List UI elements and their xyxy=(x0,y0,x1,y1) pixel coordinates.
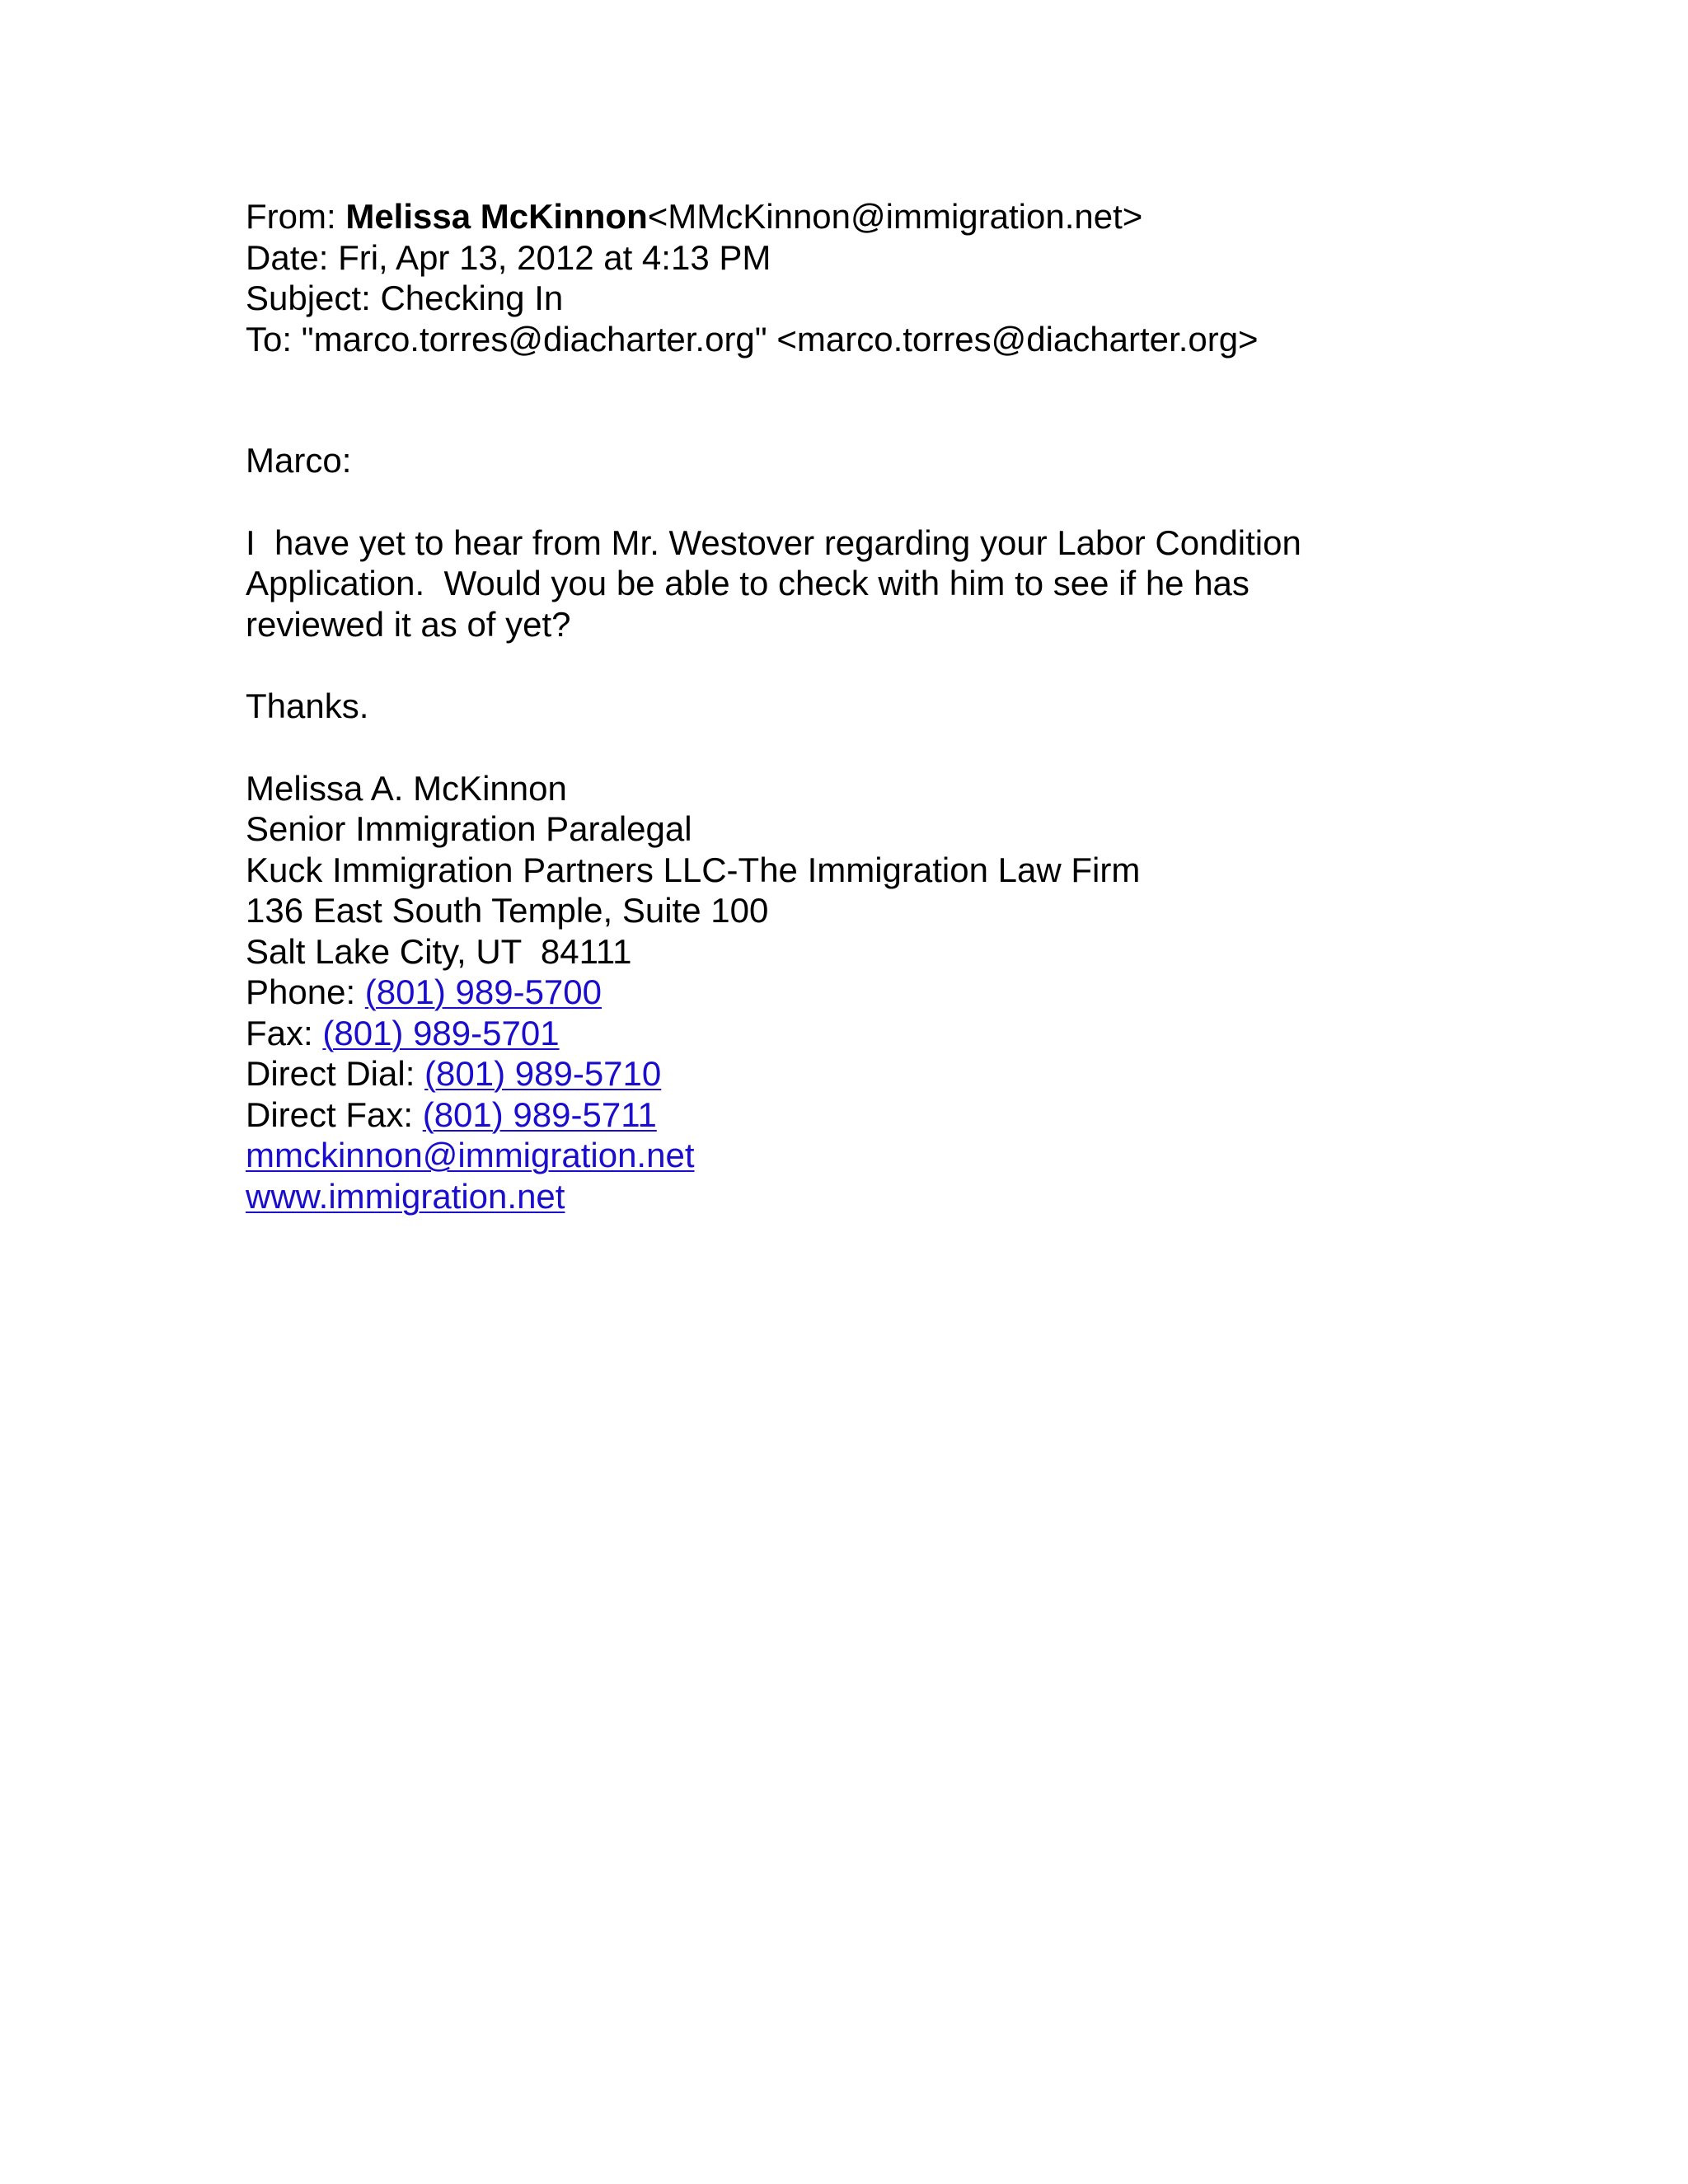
sender-name: Melissa McKinnon xyxy=(345,197,648,236)
salutation: Marco: xyxy=(246,441,352,480)
signature-name: Melissa A. McKinnon xyxy=(246,768,567,808)
subject-label: Subject: xyxy=(246,279,381,317)
closing: Thanks. xyxy=(246,687,369,725)
from-label: From: xyxy=(246,197,346,236)
sender-email: <MMcKinnon@immigration.net> xyxy=(647,197,1143,236)
fax-line xyxy=(246,1013,1564,1054)
body-paragraph-line: I have yet to hear from Mr. Westover regarding your Labor Condition xyxy=(246,523,1301,562)
spacer xyxy=(246,644,1564,686)
signature-firm: Kuck Immigration Partners LLC-The Immigration Law Firm xyxy=(246,850,1141,889)
email-body xyxy=(246,440,1564,727)
date-label: Date: xyxy=(246,237,339,277)
date-value: Fri, Apr 13, 2012 at 4:13 PM xyxy=(338,237,771,277)
email-line xyxy=(246,1135,1564,1176)
website-line xyxy=(246,1176,1564,1217)
phone-link[interactable]: (801) 989-5700 xyxy=(364,972,603,1011)
spacer xyxy=(246,481,1564,523)
from-line xyxy=(246,196,1564,237)
email-header xyxy=(246,196,1564,359)
subject-line xyxy=(246,278,1564,319)
signature-address-line2: Salt Lake City, UT 84111 xyxy=(246,931,632,971)
direct-fax-line xyxy=(246,1094,1564,1136)
email-link[interactable]: mmckinnon@immigration.net xyxy=(246,1136,695,1174)
signature-title: Senior Immigration Paralegal xyxy=(246,809,692,848)
direct-dial-line xyxy=(246,1053,1564,1094)
direct-fax-label: Direct Fax: xyxy=(246,1094,423,1134)
direct-dial-label: Direct Dial: xyxy=(246,1054,425,1093)
signature-address-line1: 136 East South Temple, Suite 100 xyxy=(246,891,769,930)
spacer xyxy=(246,727,1564,768)
website-link[interactable]: www.immigration.net xyxy=(246,1176,565,1216)
body-paragraph-line: reviewed it as of yet? xyxy=(246,604,571,644)
to-value: "marco.torres@diacharter.org" <marco.torres@diacharter.org> xyxy=(301,319,1259,359)
phone-label: Phone: xyxy=(246,972,365,1011)
signature-block xyxy=(246,768,1564,1217)
body-paragraph-line: Application. Would you be able to check with him to see if he has xyxy=(246,564,1250,602)
email-document xyxy=(246,196,1564,1216)
fax-link[interactable]: (801) 989-5701 xyxy=(322,1013,560,1052)
to-label: To: xyxy=(246,319,302,359)
to-line xyxy=(246,319,1564,360)
date-line xyxy=(246,237,1564,279)
fax-label: Fax: xyxy=(246,1013,323,1052)
direct-dial-link[interactable]: (801) 989-5710 xyxy=(424,1054,662,1093)
spacer xyxy=(246,359,1564,440)
phone-line xyxy=(246,972,1564,1013)
direct-fax-link[interactable]: (801) 989-5711 xyxy=(422,1094,657,1134)
subject-value: Checking In xyxy=(380,279,564,317)
